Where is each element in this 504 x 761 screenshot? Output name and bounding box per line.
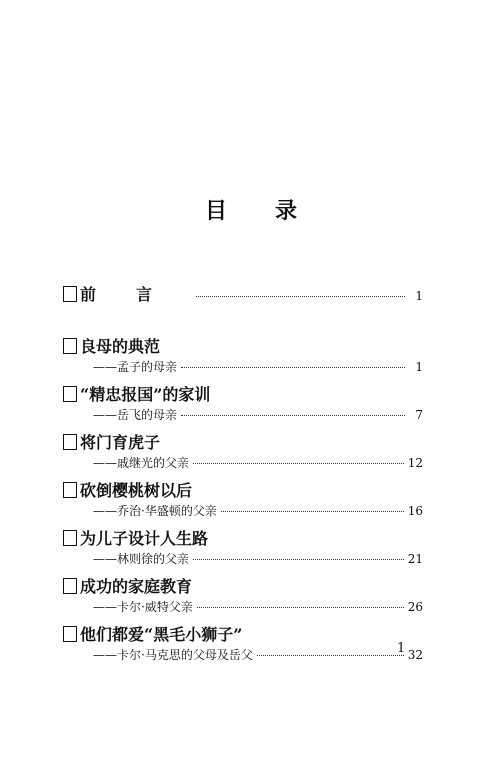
leader-dots [197,607,404,608]
checkbox-icon [63,338,77,354]
toc-entry-subtitle: ——戚继光的父亲 [93,456,190,470]
toc-entry-title[interactable]: 将门育虎子 [80,433,161,452]
checkbox-icon [63,578,77,594]
toc-entry [63,430,423,474]
checkbox-icon [63,626,77,642]
toc-entry-title[interactable]: “精忠报国”的家训 [80,385,211,404]
toc-entry-title[interactable]: 良母的典范 [80,337,161,356]
toc-entry-subtitle: ——林则徐的父亲 [93,552,190,566]
toc-page-number: 32 [407,648,423,662]
toc-entry [63,334,423,378]
leader-dots [221,511,404,512]
toc-entry-subtitle: ——孟子的母亲 [93,360,178,374]
checkbox-icon [63,386,77,402]
toc-entry [63,478,423,522]
leader-dots [196,296,405,297]
toc-entry-title[interactable]: 他们都爱“黑毛小狮子” [80,625,243,644]
toc-page-number: 1 [415,289,423,303]
checkbox-icon [63,434,77,450]
leader-dots [257,655,404,656]
toc-entry [63,526,423,570]
toc-preface [63,282,423,306]
toc-entry-subtitle: ——卡尔·马克思的父母及岳父 [93,648,253,662]
toc-page-number: 16 [407,504,423,518]
table-of-contents [63,282,423,670]
toc-entry-subtitle: ——岳飞的母亲 [93,408,178,422]
toc-entry-title[interactable]: 砍倒樱桃树以后 [80,481,193,500]
toc-entry-title[interactable]: 为儿子设计人生路 [80,529,209,548]
checkbox-icon [63,530,77,546]
toc-page-number: 1 [415,360,423,374]
toc-page-number: 26 [407,600,423,614]
leader-dots [181,415,405,416]
toc-entry [63,622,423,666]
checkbox-icon [63,482,77,498]
toc-entry-title[interactable]: 成功的家庭教育 [80,577,193,596]
toc-entry [63,574,423,618]
page-title [0,194,504,225]
leader-dots [193,463,404,464]
toc-entry [63,382,423,426]
leader-dots [181,367,405,368]
toc-page-number: 12 [407,456,423,470]
leader-dots [193,559,404,560]
checkbox-icon [63,286,77,302]
toc-entry-subtitle: ——乔治·华盛顿的父亲 [93,504,217,518]
footer-page-number: 1 [397,641,406,656]
title-char-2: 录 [275,198,300,224]
toc-page-number: 21 [407,552,423,566]
toc-entry-title[interactable]: 前言 [80,285,193,304]
toc-page-number: 7 [415,408,423,422]
toc-entry-subtitle: ——卡尔·威特父亲 [93,600,193,614]
title-char-1: 目 [204,198,229,224]
